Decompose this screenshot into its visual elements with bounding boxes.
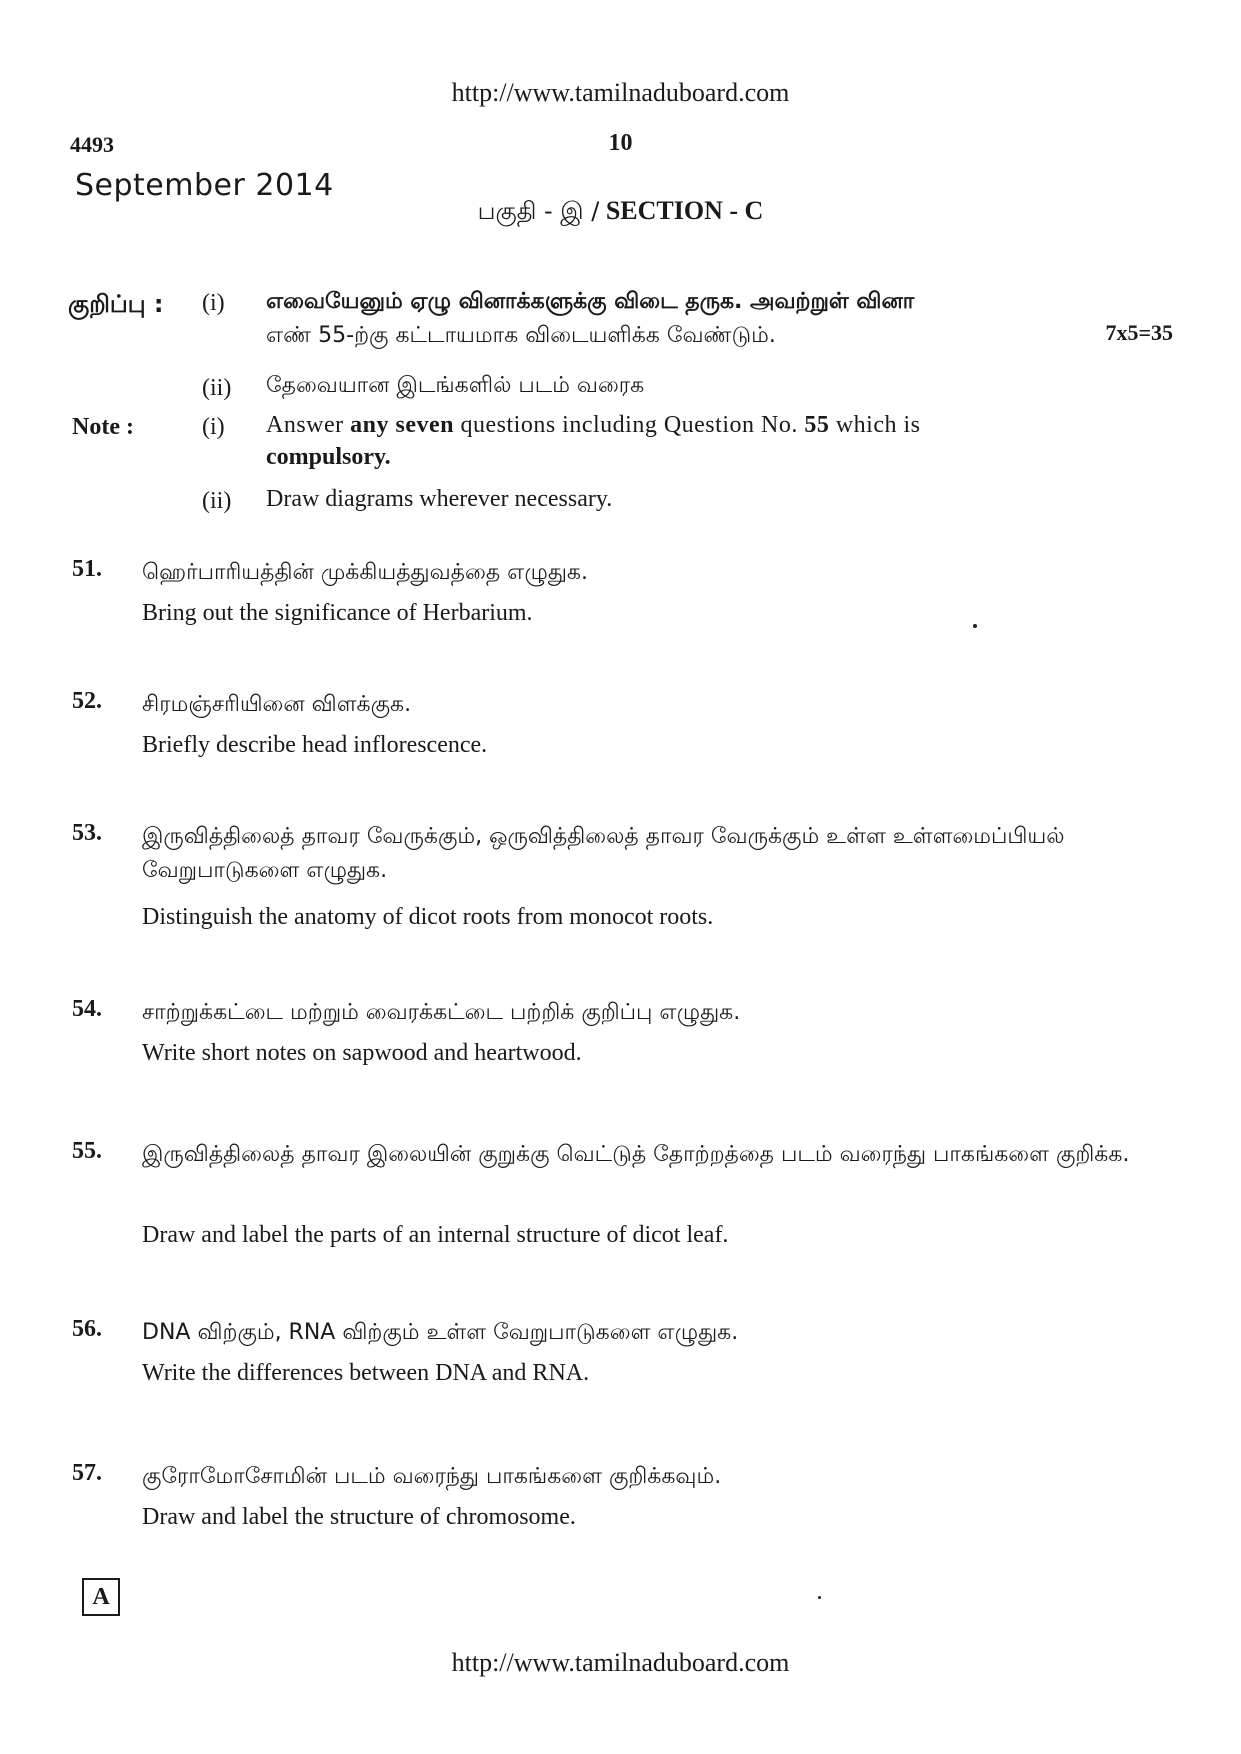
tamil-note-1-line2: எண் 55-ற்கு கட்டாயமாக விடையளிக்க வேண்டும். — [266, 323, 776, 348]
question-number: 51. — [72, 556, 102, 582]
question-paper-code: 4493 — [70, 132, 114, 157]
tamil-note-2-line1: தேவையான இடங்களில் படம் வரைக — [266, 373, 645, 398]
stray-mark — [818, 1596, 821, 1599]
tamil-note-label: குறிப்பு : — [68, 290, 164, 318]
footer-url: http://www.tamilnaduboard.com — [451, 1648, 790, 1677]
question-english: Draw and label the structure of chromosome. — [142, 1504, 576, 1530]
question-english: Write the differences between DNA and RNA. — [142, 1360, 590, 1386]
question-english: Bring out the significance of Herbarium. — [142, 600, 533, 626]
english-note-1-marker: (i) — [202, 414, 225, 440]
section-title-tamil: பகுதி - இ / — [477, 197, 600, 225]
english-note-label: Note : — [72, 414, 134, 440]
question-number: 57. — [72, 1460, 102, 1486]
english-note-2-marker: (ii) — [202, 488, 232, 514]
question-number: 53. — [72, 820, 102, 846]
question-english: Draw and label the parts of an internal structure of dicot leaf. — [142, 1222, 729, 1248]
stray-mark — [973, 624, 977, 628]
note-text: Answer — [266, 412, 351, 438]
question-tamil: குரோமோசோமின் படம் வரைந்து பாகங்களை குறிக்கவும். — [142, 1464, 722, 1489]
section-title-english: SECTION - C — [605, 196, 764, 225]
tamil-note-1-marker: (i) — [202, 290, 225, 316]
question-number: 56. — [72, 1316, 102, 1342]
question-number: 55. — [72, 1138, 102, 1164]
question-tamil: DNA விற்கும், RNA விற்கும் உள்ள வேறுபாடுகளை எழுதுக. — [142, 1320, 739, 1345]
question-tamil: இருவித்திலைத் தாவர இலையின் குறுக்கு வெட்டுத் தோற்றத்தை படம் வரைந்து பாகங்களை குறிக்க. — [142, 1142, 1130, 1167]
tamil-note-1-line1: எவையேனும் ஏழு வினாக்களுக்கு விடை தருக. அவற்றுள் வினா — [266, 289, 915, 314]
question-tamil: சாற்றுக்கட்டை மற்றும் வைரக்கட்டை பற்றிக் குறிப்பு எழுதுக. — [142, 1000, 741, 1025]
header-url: http://www.tamilnaduboard.com — [451, 78, 790, 107]
question-english: Briefly describe head inflorescence. — [142, 732, 488, 758]
marks-allocation: 7x5=35 — [1105, 320, 1173, 345]
section-title — [0, 196, 1241, 228]
question-english: Distinguish the anatomy of dicot roots from monocot roots. — [142, 904, 714, 930]
page-number: 10 — [608, 130, 633, 156]
question-tamil: இருவித்திலைத் தாவர வேருக்கும், ஒருவித்திலைத் தாவர வேருக்கும் உள்ள உள்ளமைப்பியல் வேறுபாடுகளை எழுதுக. — [142, 824, 1065, 883]
tamil-note-2-marker: (ii) — [202, 375, 232, 401]
note-emphasis: any seven — [350, 412, 454, 438]
english-note-2-line1: Draw diagrams wherever necessary. — [266, 486, 613, 512]
note-text: questions including Question No. — [454, 412, 805, 438]
english-note-1-line2: compulsory. — [266, 444, 391, 470]
note-text: which is — [829, 412, 921, 438]
english-note-1-line1 — [266, 412, 921, 439]
question-number: 54. — [72, 996, 102, 1022]
note-emphasis: 55 — [804, 412, 830, 438]
question-tamil: ஹெர்பாரியத்தின் முக்கியத்துவத்தை எழுதுக. — [142, 560, 588, 585]
paper-type-box: A — [82, 1578, 120, 1616]
exam-date: September 2014 — [75, 168, 334, 203]
question-number: 52. — [72, 688, 102, 714]
question-english: Write short notes on sapwood and heartwood. — [142, 1040, 582, 1066]
question-tamil: சிரமஞ்சரியினை விளக்குக. — [142, 692, 412, 717]
